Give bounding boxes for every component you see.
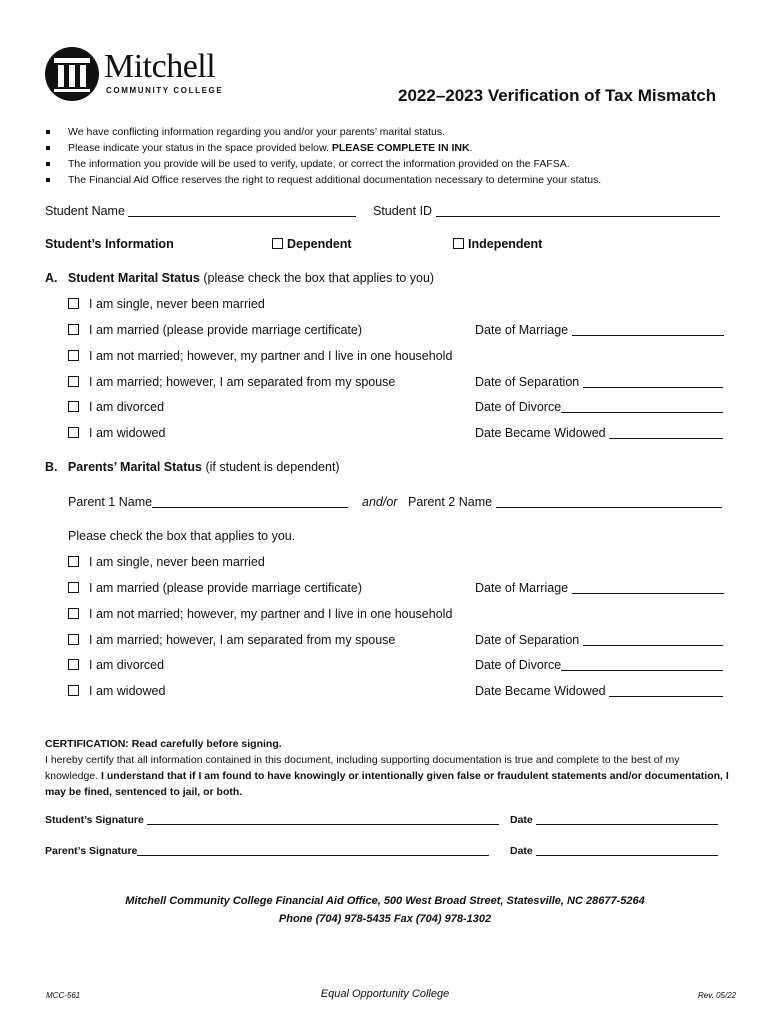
b-option-widowed[interactable] xyxy=(68,684,165,698)
dependent-checkbox[interactable] xyxy=(272,238,283,249)
revision-date: Rev. 05/22 xyxy=(698,991,737,1000)
a-option-partner[interactable] xyxy=(68,349,452,363)
student-name-field[interactable] xyxy=(128,204,356,217)
b-option-single[interactable] xyxy=(68,555,265,569)
parent2-field[interactable] xyxy=(496,495,722,508)
parent-signature-label: Parent’s Signature xyxy=(45,845,138,857)
student-date-field[interactable] xyxy=(536,812,718,825)
date-field[interactable] xyxy=(609,684,723,697)
parent-signature-field[interactable] xyxy=(137,843,489,856)
checkbox[interactable] xyxy=(68,324,79,335)
student-date-label: Date xyxy=(510,814,533,826)
checkbox[interactable] xyxy=(68,608,79,619)
checkbox[interactable] xyxy=(68,685,79,696)
checkbox[interactable] xyxy=(68,376,79,387)
date-field[interactable] xyxy=(609,426,723,439)
date-field[interactable] xyxy=(572,323,724,336)
section-b-heading xyxy=(45,460,340,474)
instruction-text: Please indicate your status in the space provided below. xyxy=(68,142,329,154)
student-id-field[interactable] xyxy=(436,204,720,217)
b-option-partner[interactable] xyxy=(68,607,452,621)
page-title: 2022–2023 Verification of Tax Mismatch xyxy=(398,86,717,105)
date-field[interactable] xyxy=(583,633,723,646)
independent-label: Independent xyxy=(468,237,543,251)
option-label: I am married; however, I am separated from my spouse xyxy=(89,633,396,647)
section-a-heading xyxy=(45,271,434,285)
a-option-separated[interactable] xyxy=(68,375,395,389)
date-label: Date Became Widowed xyxy=(475,684,606,698)
date-field[interactable] xyxy=(583,375,723,388)
b-date-widowed xyxy=(475,684,723,698)
a-option-widowed[interactable] xyxy=(68,426,165,440)
certification-heading: CERTIFICATION: Read carefully before signing. xyxy=(45,738,282,750)
a-date-divorce xyxy=(475,400,723,414)
student-name-label: Student Name xyxy=(45,204,125,218)
date-field[interactable] xyxy=(561,400,723,413)
independent-option[interactable] xyxy=(453,237,542,251)
checkbox[interactable] xyxy=(68,634,79,645)
eoc-statement: Equal Opportunity College xyxy=(320,988,450,1000)
instruction-text: We have conflicting information regarding you and/or your parents’ marital status. xyxy=(68,126,446,138)
certification-text: I hereby certify that all information contained in this document, including supporting documentation is true and complete to the best of my knowledge. xyxy=(45,754,680,782)
date-label: Date of Separation xyxy=(475,375,580,389)
option-label: I am widowed xyxy=(89,684,166,698)
student-signature-field[interactable] xyxy=(147,812,499,825)
b-date-separation xyxy=(475,633,723,647)
checkbox[interactable] xyxy=(68,582,79,593)
instruction-bold: PLEASE COMPLETE IN INK xyxy=(331,142,470,154)
parent1-field[interactable] xyxy=(152,495,348,508)
a-date-separation xyxy=(475,375,723,389)
section-a-letter: A. xyxy=(45,271,58,285)
date-label: Date of Divorce xyxy=(475,658,562,672)
option-label: I am divorced xyxy=(89,400,165,414)
option-label: I am married (please provide marriage certificate) xyxy=(89,323,363,337)
andor-text: and/or xyxy=(362,495,398,509)
form-id: MCC-561 xyxy=(46,991,81,1000)
b-option-married[interactable] xyxy=(68,581,362,595)
date-field[interactable] xyxy=(561,658,723,671)
instruction-end: . xyxy=(469,142,473,154)
option-label: I am married; however, I am separated from my spouse xyxy=(89,375,396,389)
instruction-item xyxy=(46,172,601,188)
checkbox[interactable] xyxy=(68,556,79,567)
a-option-single[interactable] xyxy=(68,297,265,311)
checkbox[interactable] xyxy=(68,659,79,670)
checkbox[interactable] xyxy=(68,298,79,309)
logo-wordmark: Mitchell xyxy=(104,48,216,85)
date-label: Date Became Widowed xyxy=(475,426,606,440)
student-signature-label: Student’s Signature xyxy=(45,814,144,826)
checkbox[interactable] xyxy=(68,427,79,438)
parent-signature-row xyxy=(45,843,489,857)
b-option-separated[interactable] xyxy=(68,633,395,647)
option-label: I am divorced xyxy=(89,658,165,672)
parent-date-row xyxy=(510,843,718,857)
student-signature-row xyxy=(45,812,499,826)
instruction-item xyxy=(46,124,601,140)
option-label: I am not married; however, my partner and I live in one household xyxy=(89,349,453,363)
dependent-option[interactable] xyxy=(272,237,352,251)
a-option-divorced[interactable] xyxy=(68,400,164,414)
student-id-label: Student ID xyxy=(373,204,433,218)
option-label: I am widowed xyxy=(89,426,166,440)
college-logo xyxy=(44,46,224,102)
checkbox[interactable] xyxy=(68,350,79,361)
parent-date-label: Date xyxy=(510,845,533,857)
footer-address: Mitchell Community College Financial Aid Office, 500 West Broad Street, Statesville, NC 28677-5264 xyxy=(125,895,645,907)
checkbox[interactable] xyxy=(68,401,79,412)
student-info-label: Student’s Information xyxy=(45,237,174,251)
parent1-label: Parent 1 Name xyxy=(68,495,153,509)
a-option-married[interactable] xyxy=(68,323,362,337)
instruction-text: The Financial Aid Office reserves the right to request additional documentation necessary to determine your status. xyxy=(68,174,602,186)
instruction-item xyxy=(46,140,601,156)
student-name-row xyxy=(45,204,356,218)
parent2-row xyxy=(408,495,722,509)
instruction-text: The information you provide will be used to verify, update, or correct the information provided on the FAFSA. xyxy=(68,158,570,170)
section-a-title: Student Marital Status xyxy=(67,271,200,285)
parent2-label: Parent 2 Name xyxy=(408,495,493,509)
instructions-list xyxy=(46,124,601,188)
check-instruction: Please check the box that applies to you. xyxy=(68,529,296,543)
section-a-note: (please check the box that applies to you) xyxy=(203,271,435,285)
section-b-letter: B. xyxy=(45,460,58,474)
footer-phone: Phone (704) 978-5435 Fax (704) 978-1302 xyxy=(278,913,492,925)
b-date-divorce xyxy=(475,658,723,672)
parent1-row xyxy=(68,495,348,509)
date-label: Date of Divorce xyxy=(475,400,562,414)
option-label: I am single, never been married xyxy=(89,555,265,569)
certification-block xyxy=(45,736,730,800)
section-b-note: (if student is dependent) xyxy=(205,460,340,474)
logo-subtitle: COMMUNITY COLLEGE xyxy=(106,86,224,95)
date-label: Date of Separation xyxy=(475,633,580,647)
parent-date-field[interactable] xyxy=(536,843,718,856)
instruction-item xyxy=(46,156,601,172)
section-b-title: Parents’ Marital Status xyxy=(67,460,202,474)
a-date-widowed xyxy=(475,426,723,440)
option-label: I am single, never been married xyxy=(89,297,265,311)
independent-checkbox[interactable] xyxy=(453,238,464,249)
date-label: Date of Marriage xyxy=(475,581,569,595)
dependent-label: Dependent xyxy=(287,237,352,251)
a-date-marriage xyxy=(475,323,724,337)
student-date-row xyxy=(510,812,718,826)
certification-warning: I understand that if I am found to have knowingly or intentionally given false or fraudulent statements and/or documentation, I may be fined, sentenced to jail, or both. xyxy=(45,770,729,798)
b-date-marriage xyxy=(475,581,724,595)
option-label: I am not married; however, my partner and I live in one household xyxy=(89,607,453,621)
date-label: Date of Marriage xyxy=(475,323,569,337)
date-field[interactable] xyxy=(572,581,724,594)
student-id-row xyxy=(373,204,720,218)
b-option-divorced[interactable] xyxy=(68,658,164,672)
option-label: I am married (please provide marriage certificate) xyxy=(89,581,363,595)
